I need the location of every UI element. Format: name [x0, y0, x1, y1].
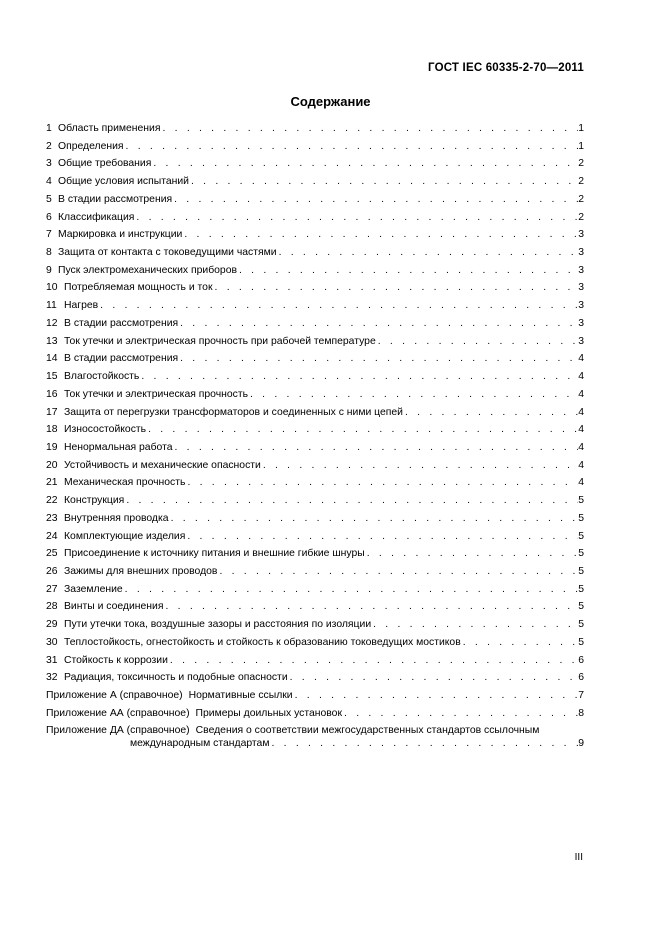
entry-number: 7	[46, 229, 52, 241]
entry-title: Нагрев	[64, 300, 99, 312]
entry-number: 8	[46, 247, 52, 259]
entry-title: Ненормальная работа	[64, 441, 173, 453]
dot-leader	[151, 157, 578, 170]
entry-page: 2	[578, 176, 584, 188]
toc-entry[interactable]	[46, 352, 584, 365]
entry-page: 4	[578, 371, 584, 383]
appendix-label: Приложение АА (справочное)	[46, 707, 190, 719]
dot-leader	[365, 547, 578, 560]
entry-number: 29	[46, 619, 58, 631]
toc-entry[interactable]	[46, 122, 584, 135]
toc-entry[interactable]	[46, 671, 584, 684]
entry-title: Износостойкость	[64, 424, 147, 436]
entry-page: 1	[578, 123, 584, 134]
entry-title: Ток утечки и электрическая прочность	[64, 388, 248, 400]
appendix-title-line2: международным стандартам	[130, 738, 270, 750]
entry-page: 5	[578, 601, 584, 613]
toc-entry[interactable]	[46, 388, 584, 401]
entry-number: 9	[46, 264, 52, 276]
dot-leader	[217, 565, 578, 578]
entry-title: Радиация, токсичность и подобные опасности	[64, 672, 288, 684]
entry-number: 20	[46, 459, 58, 471]
entry-page: 4	[578, 424, 584, 436]
toc-entry[interactable]	[46, 636, 584, 649]
appendix-title-line1: Сведения о соответствии межгосударственных стандартов ссылочным	[195, 725, 540, 737]
dot-leader	[172, 193, 578, 206]
entry-page: 2	[578, 211, 584, 223]
dot-leader	[168, 654, 578, 667]
entry-page: 4	[578, 459, 584, 471]
entry-page: 3	[578, 264, 584, 276]
dot-leader	[371, 618, 578, 631]
dot-leader	[261, 459, 578, 472]
entry-number: 14	[46, 353, 58, 365]
entry-number: 10	[46, 282, 58, 294]
entry-page: 2	[578, 158, 584, 170]
toc-entry[interactable]	[46, 299, 584, 312]
entry-number: 24	[46, 530, 58, 542]
entry-page: 5	[578, 495, 584, 507]
toc-entry[interactable]	[46, 530, 584, 543]
dot-leader	[173, 441, 579, 454]
entry-page: 5	[578, 636, 584, 648]
entry-page: 5	[578, 565, 584, 577]
entry-title: Пути утечки тока, воздушные зазоры и расстояния по изоляции	[64, 619, 372, 631]
entry-page: 3	[578, 282, 584, 294]
entry-page: 5	[578, 548, 584, 560]
entry-number: 27	[46, 583, 58, 595]
dot-leader	[124, 494, 578, 507]
entry-title: Зажимы для внешних проводов	[64, 565, 218, 577]
toc-entry[interactable]	[46, 654, 584, 667]
entry-number: 31	[46, 654, 58, 666]
entry-number: 32	[46, 672, 58, 684]
dot-leader	[160, 122, 578, 135]
entry-title: Стойкость к коррозии	[64, 654, 168, 666]
entry-number: 28	[46, 601, 58, 613]
dot-leader	[169, 512, 579, 525]
entry-title: В стадии рассмотрения	[64, 353, 179, 365]
entry-title: Ток утечки и электрическая прочность при рабочей температуре	[64, 335, 376, 347]
toc-entry[interactable]	[46, 600, 584, 613]
dot-leader	[178, 317, 578, 330]
entry-title: Теплостойкость, огнестойкость и стойкость к образованию токоведущих мостиков	[64, 636, 461, 648]
toc-entry[interactable]	[46, 406, 584, 419]
entry-title: Классификация	[58, 211, 135, 223]
table-of-contents	[46, 122, 584, 755]
toc-entry[interactable]	[46, 335, 584, 348]
toc-entry[interactable]	[46, 459, 584, 472]
entry-number: 22	[46, 495, 58, 507]
entry-number: 6	[46, 211, 52, 223]
toc-entry[interactable]	[46, 264, 584, 277]
appendix-second-line	[46, 737, 584, 750]
entry-title: Защита от контакта с токоведущими частями	[58, 247, 277, 259]
toc-entry[interactable]	[46, 583, 584, 596]
entry-number: 2	[46, 140, 52, 152]
entry-title: В стадии рассмотрения	[58, 193, 173, 205]
entry-page: 3	[578, 300, 584, 312]
entry-page: 3	[578, 229, 584, 241]
entry-page: 4	[578, 406, 584, 418]
dot-leader	[237, 264, 578, 277]
dot-leader	[178, 352, 578, 365]
entry-title: Заземление	[64, 583, 123, 595]
entry-page: 4	[578, 477, 584, 489]
dot-leader	[461, 636, 578, 649]
entry-title: Защита от перегрузки трансформаторов и соединенных с ними цепей	[64, 406, 403, 418]
entry-page: 3	[578, 247, 584, 259]
entry-title: Область применения	[58, 123, 161, 134]
toc-entry[interactable]	[46, 565, 584, 578]
document-code: ГОСТ IEC 60335-2-70—2011	[428, 62, 584, 74]
entry-number: 30	[46, 636, 58, 648]
entry-page: 2	[578, 193, 584, 205]
toc-entry[interactable]	[46, 157, 584, 170]
entry-page: 3	[578, 335, 584, 347]
toc-entry[interactable]	[46, 494, 584, 507]
dot-leader	[163, 600, 578, 613]
toc-appendix-entry[interactable]	[46, 724, 584, 750]
entry-title: Общие требования	[58, 158, 152, 170]
entry-number: 16	[46, 388, 58, 400]
toc-entry[interactable]	[46, 246, 584, 259]
dot-leader	[185, 530, 578, 543]
entry-number: 13	[46, 335, 58, 347]
entry-page: 7	[578, 690, 584, 701]
entry-page: 1	[578, 140, 584, 152]
dot-leader	[123, 583, 579, 596]
dot-leader	[139, 370, 578, 383]
dot-leader	[213, 281, 579, 294]
entry-number: 23	[46, 512, 58, 524]
toc-entry[interactable]	[46, 547, 584, 560]
entry-page: 3	[578, 317, 584, 329]
entry-number: 18	[46, 424, 58, 436]
toc-entry[interactable]	[46, 193, 584, 206]
entry-number: 12	[46, 317, 58, 329]
toc-entry[interactable]	[46, 618, 584, 631]
toc-entry[interactable]	[46, 441, 584, 454]
entry-page: 6	[578, 654, 584, 666]
toc-title: Содержание	[290, 94, 371, 109]
entry-title: Устойчивость и механические опасности	[64, 459, 261, 471]
entry-page: 4	[578, 441, 584, 453]
entry-number: 26	[46, 565, 58, 577]
entry-title: Маркировка и инструкции	[58, 229, 183, 241]
appendix-title: Нормативные ссылки	[188, 690, 293, 701]
entry-page: 8	[578, 707, 584, 719]
entry-page: 9	[578, 738, 584, 750]
toc-entry[interactable]	[46, 175, 584, 188]
entry-number: 19	[46, 441, 58, 453]
toc-entry[interactable]	[46, 140, 584, 153]
entry-title: Общие условия испытаний	[58, 176, 189, 188]
dot-leader	[124, 140, 579, 153]
dot-leader	[403, 406, 578, 419]
appendix-first-line	[46, 724, 584, 737]
toc-entry[interactable]	[46, 228, 584, 241]
entry-page: 5	[578, 583, 584, 595]
dot-leader	[248, 388, 578, 401]
dot-leader	[189, 175, 578, 188]
entry-title: Винты и соединения	[64, 601, 164, 613]
entry-number: 15	[46, 371, 58, 383]
entry-title: Потребляемая мощность и ток	[64, 282, 213, 294]
entry-title: Присоединение к источнику питания и внешние гибкие шнуры	[64, 548, 365, 560]
entry-page: 4	[578, 353, 584, 365]
entry-title: Определения	[58, 140, 124, 152]
entry-title: Комплектующие изделия	[64, 530, 186, 542]
entry-number: 1	[46, 123, 52, 134]
dot-leader	[98, 299, 578, 312]
toc-appendix-entry[interactable]	[46, 707, 584, 720]
appendix-title: Примеры доильных установок	[195, 707, 343, 719]
dot-leader	[293, 689, 579, 702]
entry-number: 5	[46, 193, 52, 205]
dot-leader	[288, 671, 579, 684]
dot-leader	[277, 246, 579, 259]
entry-page: 5	[578, 530, 584, 542]
toc-entry[interactable]	[46, 370, 584, 383]
dot-leader	[185, 476, 578, 489]
toc-entry[interactable]	[46, 476, 584, 489]
appendix-label: Приложение А (справочное)	[46, 690, 183, 701]
entry-number: 3	[46, 158, 52, 170]
entry-number: 4	[46, 176, 52, 188]
entry-title: Пуск электромеханических приборов	[58, 264, 237, 276]
dot-leader	[269, 737, 578, 750]
entry-title: Механическая прочность	[64, 477, 186, 489]
toc-entry[interactable]	[46, 423, 584, 436]
dot-leader	[376, 335, 578, 348]
entry-title: Конструкция	[64, 495, 125, 507]
toc-appendix-entry[interactable]	[46, 689, 584, 702]
dot-leader	[146, 423, 578, 436]
dot-leader	[134, 211, 578, 224]
entry-number: 11	[46, 300, 57, 312]
entry-page: 5	[578, 512, 584, 524]
entry-title: Влагостойкость	[64, 371, 140, 383]
entry-page: 4	[578, 388, 584, 400]
entry-title: В стадии рассмотрения	[64, 317, 179, 329]
entry-number: 21	[46, 477, 58, 489]
entry-page: 5	[578, 619, 584, 631]
toc-entry[interactable]	[46, 211, 584, 224]
page-number: III	[574, 852, 583, 863]
appendix-label: Приложение ДА (справочное)	[46, 725, 190, 737]
entry-page: 6	[578, 672, 584, 684]
dot-leader	[182, 228, 578, 241]
toc-entry[interactable]	[46, 317, 584, 330]
entry-title: Внутренняя проводка	[64, 512, 169, 524]
dot-leader	[342, 707, 578, 720]
entry-number: 25	[46, 548, 58, 560]
entry-number: 17	[46, 406, 58, 418]
toc-entry[interactable]	[46, 281, 584, 294]
toc-entry[interactable]	[46, 512, 584, 525]
